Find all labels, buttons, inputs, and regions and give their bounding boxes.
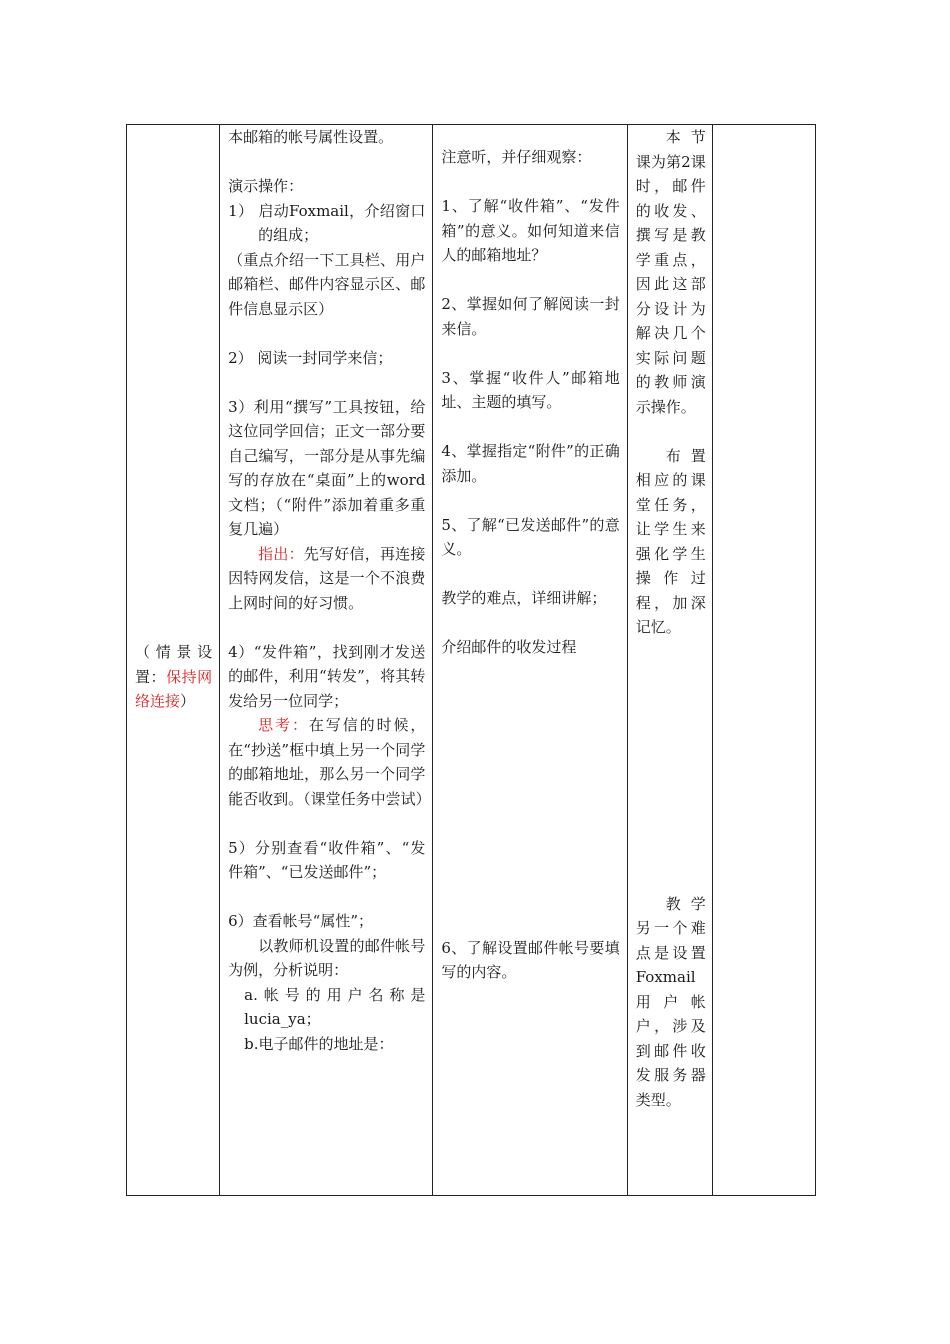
teacher-activity-cell	[220, 125, 433, 1196]
text-line: 本邮箱的帐号属性设置。	[228, 128, 394, 146]
text-line: 教学另一个难点是设置Foxmail用户帐户，涉及到邮件收发服务器类型。	[635, 894, 706, 1109]
text-line: 4）“发件箱”，找到刚才发送的邮件，利用“转发”，将其转发给另一位同学；	[228, 642, 426, 710]
text-line: 4、掌握指定“附件”的正确添加。	[441, 442, 620, 485]
text-line: 3）利用“撰写”工具按钮，给这位同学回信；正文一部分要自己编写，一部分是从事先编写的存放在“桌面”上的word文档；（“附件”添加着重多重复几遍）	[228, 397, 426, 538]
text-line: 演示操作：	[228, 177, 304, 195]
text-line: 2） 阅读一封同学来信；	[228, 348, 393, 367]
text-line: a.帐号的用户名称是lucia_ya；	[244, 985, 426, 1028]
text-line: 1、了解“收件箱”、“发件箱”的意义。如何知道来信人的邮箱地址？	[441, 197, 620, 264]
lesson-plan-table	[126, 124, 816, 1196]
text-line: 教学的难点，详细讲解；	[441, 589, 607, 607]
text-line: （重点介绍一下工具栏、用户邮箱栏、邮件内容显示区、邮件信息显示区）	[228, 250, 426, 318]
design-intent-cell	[627, 125, 712, 1196]
text-line: b.电子邮件的地址是：	[244, 1034, 394, 1053]
text-line: 3、掌握“收件人”邮箱地址、主题的填写。	[441, 368, 620, 411]
student-activity-cell	[433, 125, 627, 1196]
text-line: 1） 启动Foxmail，介绍窗口的组成；	[228, 201, 426, 244]
text-line: 布置相应的课堂任务，让学生来强化学生操作过程，加深记忆。	[635, 446, 706, 636]
notes-cell	[712, 125, 815, 1196]
text-line: 6、了解设置邮件帐号要填写的内容。	[441, 938, 620, 981]
text-line: 5）分别查看“收件箱”、“发件箱”、“已发送邮件”；	[228, 838, 426, 881]
text-line: 5、了解“已发送邮件”的意义。	[441, 515, 620, 558]
text-line: 本节课为第2课时，邮件的收发、撰写是教学重点，因此这部分设计为解决几个实际问题的教师演示操作。	[635, 128, 706, 416]
text-line: 注意听，并仔细观察：	[441, 148, 592, 166]
text-line: 2、掌握如何了解阅读一封来信。	[441, 295, 620, 338]
scenario-cell	[127, 125, 220, 1196]
text-line: 以教师机设置的邮件帐号为例，分析说明：	[228, 936, 426, 979]
text-line: 思考：在写信的时候，在“抄送”框中填上另一个同学的邮箱地址，那么另一个同学能否收到。（课堂任务中尝试）	[228, 716, 431, 808]
text-line: 指出：先写好信，再连接因特网发信，这是一个不浪费上网时间的好习惯。	[228, 544, 426, 612]
table-row	[127, 125, 816, 1196]
scenario-text: （情景设置：保持网络连接）	[135, 643, 213, 711]
text-line: 6）查看帐号“属性”；	[228, 912, 374, 930]
text-line: 介绍邮件的收发过程	[441, 638, 577, 656]
